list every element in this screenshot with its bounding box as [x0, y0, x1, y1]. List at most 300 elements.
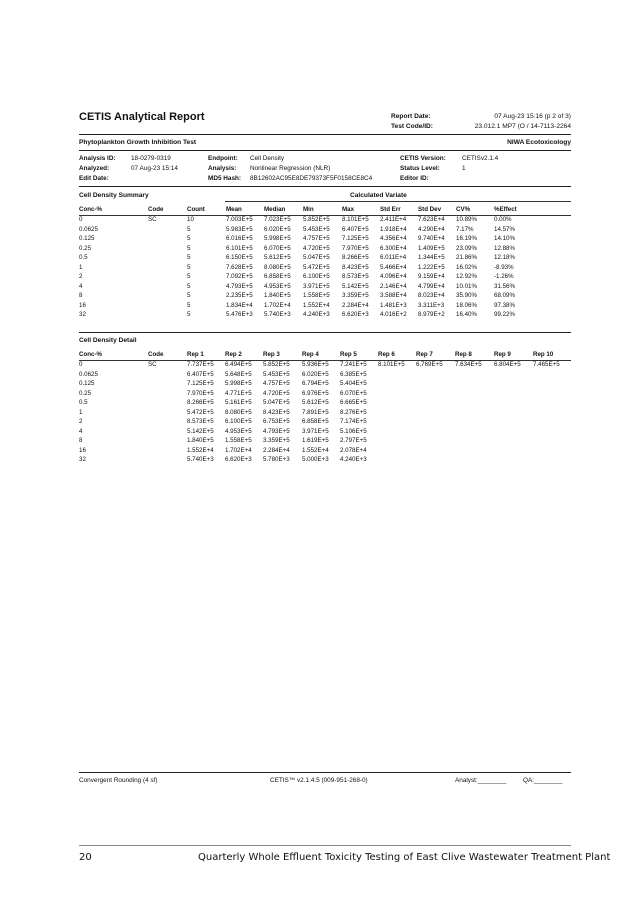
summary-header-cell: Min [303, 206, 314, 213]
summary-cell: 4.356E+4 [380, 235, 407, 242]
endpoint-row [208, 155, 285, 162]
detail-cell [378, 437, 416, 447]
detail-cell: 0.25 [79, 389, 92, 397]
detail-cell [416, 428, 455, 438]
summary-cell: 23.09% [456, 244, 477, 252]
detail-cell: 1.702E+4 [225, 446, 252, 454]
detail-cell: 0.125 [79, 380, 95, 387]
summary-cell: 5.142E+5 [342, 282, 369, 290]
detail-header-cell: Rep 3 [263, 351, 280, 358]
analysis-label: Analysis: [208, 165, 237, 172]
detail-cell: 7.970E+5 [187, 389, 214, 397]
detail-cell [416, 456, 455, 466]
header-rule [79, 134, 571, 135]
analysis-id-value: 18-0279-0319 [131, 155, 171, 162]
summary-cell [148, 273, 187, 283]
summary-cell: 5.740E+3 [264, 311, 291, 318]
summary-cell: 5.472E+5 [303, 263, 330, 271]
summary-cell: 16.19% [456, 235, 477, 242]
qa-signoff: QA:________ [523, 777, 563, 784]
summary-cell: 12.92% [456, 273, 477, 280]
edit-date-row [79, 175, 109, 182]
summary-cell: 5 [187, 254, 191, 261]
detail-cell: 5.047E+5 [263, 399, 290, 406]
detail-cell: 2.797E+5 [340, 437, 367, 444]
table-row [79, 226, 571, 236]
detail-cell: 1.840E+5 [187, 437, 214, 444]
detail-cell: SC [148, 361, 157, 368]
detail-cell [533, 380, 571, 390]
summary-title: Cell Density Summary [79, 192, 149, 199]
table-row [79, 311, 571, 321]
detail-cell: 6.665E+5 [340, 399, 367, 406]
detail-cell: 6.858E+5 [302, 418, 329, 425]
detail-cell: 1.558E+5 [225, 437, 252, 444]
endpoint-value: Cell Density [250, 155, 285, 162]
table-row [79, 216, 571, 226]
summary-cell: SC [148, 216, 157, 223]
detail-cell [378, 418, 416, 428]
detail-cell [148, 456, 187, 466]
detail-cell: 4.757E+5 [263, 380, 290, 387]
summary-cell: 4.720E+5 [303, 244, 330, 252]
summary-cell: 5 [187, 225, 191, 233]
detail-cell: 6.769E+5 [416, 361, 443, 368]
summary-cell: 4.240E+3 [303, 311, 330, 318]
summary-cell: 8.423E+5 [342, 263, 369, 271]
summary-cell: 5 [187, 282, 191, 290]
detail-cell [455, 390, 494, 400]
detail-cell: 1 [79, 408, 83, 416]
summary-header-cell: Code [148, 206, 164, 213]
summary-cell [148, 283, 187, 293]
summary-cell: 5 [187, 263, 191, 271]
detail-cell [416, 447, 455, 457]
detail-cell: 6.753E+5 [263, 418, 290, 425]
endpoint-label: Endpoint: [208, 155, 238, 162]
summary-cell: 5 [187, 311, 191, 318]
summary-header-row [79, 204, 571, 216]
detail-header-cell: Rep 5 [340, 351, 357, 358]
detail-cell [494, 437, 533, 447]
summary-cell: 4 [79, 282, 83, 290]
detail-cell: 3.971E+5 [302, 427, 329, 435]
summary-cell: 4.290E+4 [418, 225, 445, 233]
detail-cell [378, 371, 416, 381]
test-name: Phytoplankton Growth Inhibition Test [79, 139, 197, 146]
table-row [79, 371, 571, 381]
detail-cell: 5.404E+5 [340, 380, 367, 387]
detail-cell: 6.804E+5 [494, 361, 521, 368]
table-row [79, 437, 571, 447]
detail-cell: 6.020E+5 [302, 370, 329, 378]
summary-cell: 5.612E+5 [264, 254, 291, 261]
status-level-row [400, 165, 466, 172]
detail-cell [148, 399, 187, 409]
detail-cell: 5.000E+3 [302, 456, 329, 463]
summary-cell: 7.623E+4 [418, 216, 445, 223]
detail-cell: 1.552E+4 [187, 446, 214, 454]
detail-cell [378, 428, 416, 438]
summary-cell: 5.047E+5 [303, 254, 330, 261]
summary-cell: 6.070E+5 [264, 244, 291, 252]
detail-cell: 0.5 [79, 399, 88, 406]
table-row [79, 447, 571, 457]
summary-cell: 18.06% [456, 301, 477, 309]
table-row [79, 380, 571, 390]
status-level-label: Status Level: [400, 165, 440, 172]
detail-cell: 5.998E+5 [225, 380, 252, 387]
detail-cell: 6.620E+3 [225, 456, 252, 463]
summary-cell: 0.00% [494, 216, 512, 223]
detail-cell [416, 380, 455, 390]
table-row [79, 399, 571, 409]
summary-cell: 5.476E+3 [226, 311, 253, 318]
detail-cell: 6.070E+5 [340, 389, 367, 397]
analysis-row [208, 165, 331, 172]
detail-cell [494, 418, 533, 428]
report-date-value: 07 Aug-23 15:16 (p 2 of 3) [494, 113, 571, 120]
summary-cell: 6.300E+4 [380, 244, 407, 252]
footer-rule [79, 772, 571, 773]
detail-cell: 5.936E+5 [302, 361, 329, 368]
summary-cell: 4.953E+5 [264, 282, 291, 290]
detail-cell: 1.552E+4 [302, 446, 329, 454]
table-row [79, 235, 571, 245]
summary-cell: 2.411E+4 [380, 216, 407, 223]
detail-cell [148, 418, 187, 428]
detail-cell: 4.720E+5 [263, 389, 290, 397]
detail-header-cell: Rep 2 [225, 351, 242, 358]
cetis-version-row [400, 155, 499, 162]
detail-cell: 2.078E+4 [340, 446, 367, 454]
document-title: Quarterly Whole Effluent Toxicity Testing of East Clive Wastewater Treatment Plant [198, 852, 611, 863]
detail-cell: 1.619E+5 [302, 437, 329, 444]
summary-cell: 97.38% [494, 301, 515, 309]
summary-header-cell: Mean [226, 206, 242, 213]
table-row [79, 361, 571, 371]
detail-header-cell: Rep 9 [494, 351, 511, 358]
summary-cell: -1.26% [494, 273, 514, 280]
detail-header-cell: Rep 8 [455, 351, 472, 358]
summary-cell: 9.740E+4 [418, 235, 445, 242]
detail-cell [378, 399, 416, 409]
status-level-value: 1 [462, 165, 466, 172]
summary-cell: 6.858E+5 [264, 273, 291, 280]
summary-cell [148, 302, 187, 312]
summary-cell: 16.40% [456, 311, 477, 318]
detail-cell: 3.359E+5 [263, 437, 290, 444]
analyzed-label: Analyzed: [79, 165, 110, 172]
detail-cell [148, 437, 187, 447]
detail-cell: 8.266E+5 [187, 399, 214, 406]
analyst-signoff: Analyst:________ [455, 777, 507, 784]
detail-cell [455, 371, 494, 381]
summary-cell: 5 [187, 273, 191, 280]
detail-cell: 7.634E+5 [455, 361, 482, 368]
editor-id-label: Editor ID: [400, 175, 429, 182]
detail-cell: 5.106E+5 [340, 427, 367, 435]
summary-cell: 14.10% [494, 235, 515, 242]
summary-cell: 8 [79, 292, 83, 299]
test-code-label: Test Code/ID: [391, 123, 434, 130]
summary-cell: 6.101E+5 [226, 244, 253, 252]
summary-cell: 10 [187, 216, 194, 223]
detail-cell: 16 [79, 446, 86, 454]
detail-cell [455, 437, 494, 447]
summary-cell: 35.90% [456, 292, 477, 299]
detail-cell [494, 428, 533, 438]
summary-cell: 5 [187, 244, 191, 252]
detail-cell [533, 428, 571, 438]
detail-cell [533, 418, 571, 428]
md5-value: 8B12602AC95E8DE79373F5F0158CE8C4 [250, 175, 373, 182]
summary-cell: 3.359E+5 [342, 292, 369, 299]
summary-cell [148, 264, 187, 274]
summary-header-cell: CV% [456, 206, 471, 213]
detail-cell [533, 447, 571, 457]
detail-cell: 6.494E+5 [225, 361, 252, 368]
detail-cell [455, 380, 494, 390]
detail-cell: 2 [79, 418, 83, 425]
summary-cell: 9.159E+4 [418, 273, 445, 280]
detail-header-cell: Rep 1 [187, 351, 204, 358]
summary-cell: 4.096E+4 [380, 273, 407, 280]
detail-cell [148, 447, 187, 457]
summary-header-cell: Std Dev [418, 206, 442, 213]
editor-id-row [400, 175, 429, 182]
detail-cell: 4.793E+5 [263, 427, 290, 435]
software-version: CETIS™ v2.1.4.5 (009-951-268-0) [270, 777, 368, 784]
summary-cell: 7.628E+5 [226, 263, 253, 271]
table-row [79, 390, 571, 400]
summary-cell: 1.918E+4 [380, 225, 407, 233]
detail-cell [378, 447, 416, 457]
summary-cell: 1.481E+3 [380, 301, 407, 309]
summary-cell [148, 245, 187, 255]
rounding-note: Convergent Rounding (4 sf) [79, 777, 158, 784]
detail-cell [494, 371, 533, 381]
summary-cell: 5.453E+5 [303, 225, 330, 233]
table-row [79, 428, 571, 438]
page-footer-rule [79, 845, 571, 846]
summary-cell: 7.970E+5 [342, 244, 369, 252]
detail-cell [533, 371, 571, 381]
detail-cell [148, 428, 187, 438]
summary-cell: 1.344E+5 [418, 254, 445, 261]
summary-cell: 8.979E+2 [418, 311, 445, 318]
table-row [79, 245, 571, 255]
summary-cell: 6.020E+5 [264, 225, 291, 233]
summary-cell: 1.558E+5 [303, 292, 330, 299]
table-row [79, 254, 571, 264]
analysis-id-row [79, 155, 171, 162]
summary-cell [148, 235, 187, 245]
detail-cell: 5.472E+5 [187, 408, 214, 416]
detail-cell: 2.284E+4 [263, 446, 290, 454]
analysis-value: Nonlinear Regression (NLR) [250, 165, 331, 172]
detail-cell: 4 [79, 427, 83, 435]
summary-cell: 7.17% [456, 225, 474, 233]
detail-cell: 6.407E+5 [187, 370, 214, 378]
summary-cell: 5 [187, 301, 191, 309]
detail-cell [416, 437, 455, 447]
detail-cell: 4.240E+3 [340, 456, 367, 463]
detail-cell [148, 380, 187, 390]
detail-cell [416, 399, 455, 409]
detail-cell: 4.771E+5 [225, 389, 252, 397]
summary-cell: 0 [79, 216, 83, 223]
detail-header-cell: Rep 6 [378, 351, 395, 358]
summary-cell: 12.18% [494, 254, 515, 261]
summary-cell: 1.840E+5 [264, 292, 291, 299]
summary-cell: 0.25 [79, 244, 92, 252]
detail-cell [494, 380, 533, 390]
edit-date-label: Edit Date: [79, 175, 109, 182]
detail-cell: 32 [79, 456, 86, 463]
summary-cell: 21.86% [456, 254, 477, 261]
summary-header-cell: Std Err [380, 206, 401, 213]
detail-cell [378, 409, 416, 419]
summary-cell [148, 226, 187, 236]
analyzed-value: 07 Aug-23 15:14 [131, 165, 178, 172]
table-row [79, 456, 571, 466]
detail-cell [533, 399, 571, 409]
cetis-version-value: CETISv2.1.4 [462, 155, 499, 162]
report-date-label: Report Date: [391, 113, 431, 120]
detail-cell [533, 437, 571, 447]
detail-cell [455, 409, 494, 419]
summary-cell: 8.023E+4 [418, 292, 445, 299]
table-row [79, 292, 571, 302]
summary-cell: 32 [79, 311, 86, 318]
detail-cell: 0 [79, 361, 83, 368]
summary-cell: 68.09% [494, 292, 515, 299]
test-code-value: 23.012.1 MP7 (O / 14-7113-2264 [474, 123, 571, 130]
detail-cell: 6.100E+5 [225, 418, 252, 425]
summary-cell: 31.56% [494, 282, 515, 290]
calculated-variate-label: Calculated Variate [350, 192, 407, 199]
summary-cell: 16 [79, 301, 86, 309]
summary-cell: 6.011E+4 [380, 254, 407, 261]
detail-cell: 5.852E+5 [263, 361, 290, 368]
summary-cell: 7.023E+5 [264, 216, 291, 223]
summary-cell: 7.092E+5 [226, 273, 253, 280]
detail-cell [494, 456, 533, 466]
summary-cell: 0.125 [79, 235, 95, 242]
detail-cell: 8.101E+5 [378, 361, 405, 368]
summary-cell: 8.101E+5 [342, 216, 369, 223]
summary-cell: -8.93% [494, 263, 514, 271]
summary-cell: 5.466E+4 [380, 263, 407, 271]
detail-cell: 7.241E+5 [340, 361, 367, 368]
summary-cell: 6.100E+5 [303, 273, 330, 280]
summary-cell: 10.01% [456, 282, 477, 290]
table-row [79, 283, 571, 293]
detail-cell [455, 399, 494, 409]
summary-cell: 4.757E+5 [303, 235, 330, 242]
table-row [79, 264, 571, 274]
summary-cell: 6.407E+5 [342, 225, 369, 233]
detail-cell: 8.573E+5 [187, 418, 214, 425]
summary-cell: 1.222E+5 [418, 263, 445, 271]
summary-cell: 8.573E+5 [342, 273, 369, 280]
detail-cell [455, 418, 494, 428]
summary-cell: 1 [79, 263, 83, 271]
detail-top-rule [79, 332, 571, 333]
detail-cell: 5.612E+5 [302, 399, 329, 406]
summary-cell: 14.57% [494, 225, 515, 233]
summary-cell [148, 292, 187, 302]
summary-cell: 5 [187, 292, 191, 299]
summary-cell: 1.552E+4 [303, 301, 330, 309]
detail-cell [378, 390, 416, 400]
summary-table [79, 204, 571, 321]
summary-cell: 7.003E+5 [226, 216, 253, 223]
detail-cell: 5.453E+5 [263, 370, 290, 378]
detail-cell [416, 390, 455, 400]
info-rule [79, 186, 571, 187]
detail-cell [455, 447, 494, 457]
organization: NIWA Ecotoxicology [507, 139, 571, 146]
detail-cell: 7.891E+5 [302, 408, 329, 416]
detail-cell: 6.385E+5 [340, 370, 367, 378]
detail-cell: 7.465E+5 [533, 361, 560, 368]
summary-cell: 8.266E+5 [342, 254, 369, 261]
summary-cell: 1.409E+5 [418, 244, 445, 252]
summary-cell: 3.971E+5 [303, 282, 330, 290]
detail-cell: 7.737E+5 [187, 361, 214, 368]
summary-cell: 0.5 [79, 254, 88, 261]
summary-cell: 99.22% [494, 311, 515, 318]
summary-cell: 12.88% [494, 244, 515, 252]
detail-cell [494, 399, 533, 409]
md5-row [208, 175, 373, 182]
detail-header-cell: Rep 4 [302, 351, 319, 358]
cetis-version-label: CETIS Version: [400, 155, 446, 162]
detail-table [79, 349, 571, 466]
summary-header-cell: Median [264, 206, 286, 213]
summary-cell: 5.852E+5 [303, 216, 330, 223]
summary-cell: 6.150E+5 [226, 254, 253, 261]
detail-cell: 5.161E+5 [225, 399, 252, 406]
analysis-id-label: Analysis ID: [79, 155, 116, 162]
detail-cell: 7.125E+5 [187, 380, 214, 387]
detail-cell: 8.276E+5 [340, 408, 367, 416]
summary-cell: 2.146E+4 [380, 282, 407, 290]
detail-cell [148, 390, 187, 400]
summary-cell: 3.311E+3 [418, 301, 445, 309]
summary-header-cell: %Effect [494, 206, 517, 213]
summary-header-cell: Max [342, 206, 355, 213]
detail-title: Cell Density Detail [79, 337, 137, 344]
detail-cell [378, 380, 416, 390]
summary-cell [148, 311, 187, 321]
detail-cell: 6.976E+5 [302, 389, 329, 397]
detail-cell [533, 456, 571, 466]
summary-cell: 1.702E+4 [264, 301, 291, 309]
detail-header-cell: Rep 7 [416, 351, 433, 358]
detail-cell [378, 456, 416, 466]
detail-body [79, 361, 571, 466]
md5-label: MD5 Hash: [208, 175, 242, 182]
detail-cell [416, 418, 455, 428]
summary-cell: 16.02% [456, 263, 477, 271]
summary-cell: 6.620E+3 [342, 311, 369, 318]
summary-cell: 0.0625 [79, 225, 98, 233]
summary-cell: 5 [187, 235, 191, 242]
report-title: CETIS Analytical Report [79, 111, 205, 123]
